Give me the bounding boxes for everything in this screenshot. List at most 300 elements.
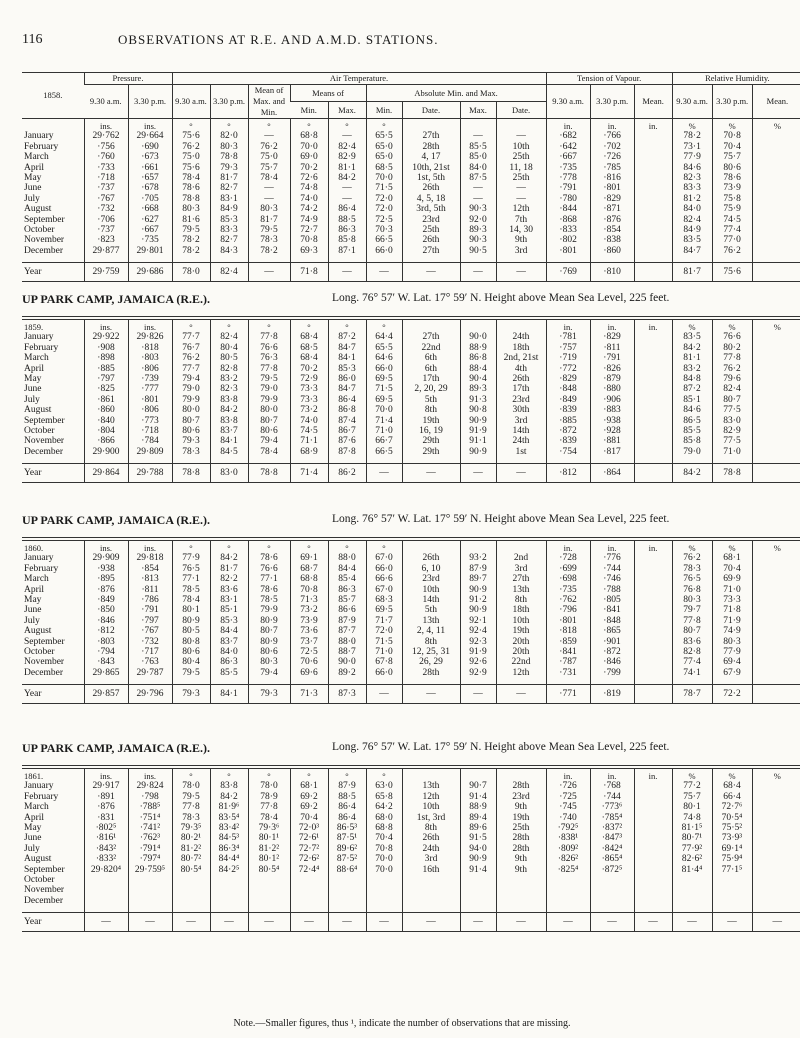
data-cell: 80·3 bbox=[712, 637, 752, 647]
data-cell bbox=[634, 605, 672, 615]
data-cell bbox=[460, 896, 496, 906]
means-min-header: Min. bbox=[290, 102, 328, 119]
data-cell bbox=[634, 657, 672, 667]
data-cell: 80·6 bbox=[248, 647, 290, 657]
unit-cell: ° bbox=[210, 769, 248, 782]
data-cell: 71·3 bbox=[290, 595, 328, 605]
data-cell: 77·1 bbox=[248, 574, 290, 584]
data-cell: 69·5 bbox=[366, 605, 402, 615]
data-cell: 90·8 bbox=[460, 405, 496, 415]
data-cell: 10th bbox=[402, 585, 460, 595]
data-cell: 80·3 bbox=[172, 204, 210, 214]
data-cell: 76·2 bbox=[712, 364, 752, 374]
table-row bbox=[22, 896, 800, 906]
year-summary-cell: — bbox=[496, 263, 546, 282]
data-cell: 88·5 bbox=[328, 792, 366, 802]
data-cell: 10th bbox=[496, 616, 546, 626]
data-cell: 71·4 bbox=[366, 416, 402, 426]
year-summary-cell: 29·857 bbox=[84, 685, 128, 704]
data-cell: 78·4 bbox=[172, 173, 210, 183]
data-cell: 84·6 bbox=[672, 405, 712, 415]
month-label: August bbox=[24, 626, 52, 637]
unit-cell: in. bbox=[590, 769, 634, 782]
data-cell: 84·1 bbox=[328, 353, 366, 363]
month-label: June bbox=[24, 833, 42, 844]
data-cell: 82·9 bbox=[328, 152, 366, 162]
year-summary-cell bbox=[752, 263, 800, 282]
data-cell: ·744 bbox=[590, 564, 634, 574]
table-row bbox=[22, 426, 800, 436]
unit-cell: ° bbox=[366, 320, 402, 333]
data-cell bbox=[210, 885, 248, 895]
data-cell: 68·3 bbox=[366, 595, 402, 605]
data-cell: 89·6² bbox=[328, 844, 366, 854]
data-cell: 71·0 bbox=[712, 585, 752, 595]
data-cell: 80·4 bbox=[172, 657, 210, 667]
data-cell: ·702 bbox=[590, 142, 634, 152]
data-cell: ·744 bbox=[590, 792, 634, 802]
data-cell: 80·6 bbox=[712, 163, 752, 173]
data-cell: 70·2 bbox=[290, 364, 328, 374]
data-cell bbox=[634, 781, 672, 791]
data-cell bbox=[634, 875, 672, 885]
data-cell: ·763 bbox=[128, 657, 172, 667]
data-cell: ·732 bbox=[84, 204, 128, 214]
data-cell: ·839 bbox=[546, 405, 590, 415]
month-label: April bbox=[24, 584, 45, 595]
data-cell bbox=[634, 574, 672, 584]
data-cell: 2, 4, 11 bbox=[402, 626, 460, 636]
unit-cell: ° bbox=[290, 320, 328, 333]
station-title bbox=[22, 292, 782, 310]
data-cell: 85·3 bbox=[210, 215, 248, 225]
data-cell: 86·3 bbox=[328, 585, 366, 595]
unit-cell: % bbox=[712, 119, 752, 132]
data-cell: ·733 bbox=[84, 163, 128, 173]
data-cell: 80·6 bbox=[172, 647, 210, 657]
unit-cell: % bbox=[672, 541, 712, 554]
data-cell bbox=[402, 896, 460, 906]
data-cell: 8th bbox=[402, 823, 460, 833]
data-cell: 12th bbox=[496, 204, 546, 214]
table-row bbox=[22, 574, 800, 584]
data-cell: 80·1¹ bbox=[248, 833, 290, 843]
data-cell: ·849 bbox=[84, 595, 128, 605]
data-cell: 72·6 bbox=[290, 173, 328, 183]
data-cell: 80·7 bbox=[172, 416, 210, 426]
table-row bbox=[22, 343, 800, 353]
data-cell: 70·8 bbox=[290, 585, 328, 595]
data-cell bbox=[634, 616, 672, 626]
observation-table-2 bbox=[22, 537, 800, 704]
data-cell: 75·7 bbox=[672, 792, 712, 802]
data-cell: 69·9 bbox=[712, 574, 752, 584]
data-cell: 84·1 bbox=[210, 436, 248, 446]
data-cell bbox=[712, 885, 752, 895]
month-label: October bbox=[24, 647, 55, 658]
data-cell: ·661 bbox=[128, 163, 172, 173]
year-summary-cell: 75·6 bbox=[712, 263, 752, 282]
data-cell: 3rd bbox=[402, 854, 460, 864]
data-cell bbox=[752, 235, 800, 245]
data-cell bbox=[752, 865, 800, 875]
data-cell: 75·6 bbox=[172, 131, 210, 141]
data-cell: ·801 bbox=[546, 616, 590, 626]
data-cell bbox=[752, 332, 800, 342]
year-summary-cell: ·771 bbox=[546, 685, 590, 704]
year-summary-cell: — bbox=[496, 685, 546, 704]
data-cell: ·880 bbox=[590, 384, 634, 394]
data-cell: 79·5 bbox=[248, 374, 290, 384]
data-cell: 64·2 bbox=[366, 802, 402, 812]
data-cell: 76·6 bbox=[712, 332, 752, 342]
data-cell: 80·3 bbox=[248, 657, 290, 667]
data-cell bbox=[172, 885, 210, 895]
data-cell: ·848 bbox=[546, 384, 590, 394]
data-cell: 80·3 bbox=[672, 595, 712, 605]
month-label: May bbox=[24, 595, 42, 606]
table-row bbox=[22, 616, 800, 626]
data-cell bbox=[634, 152, 672, 162]
year-summary-cell: — bbox=[402, 464, 460, 483]
data-cell bbox=[402, 885, 460, 895]
year-summary-cell: 86·2 bbox=[328, 464, 366, 483]
year-summary-cell: — bbox=[210, 913, 248, 932]
data-cell: ·717 bbox=[128, 647, 172, 657]
data-cell: 68·8 bbox=[290, 131, 328, 141]
unit-cell bbox=[496, 541, 546, 554]
data-cell: 78·3 bbox=[248, 235, 290, 245]
data-cell: 90·3 bbox=[460, 235, 496, 245]
unit-cell: ° bbox=[328, 320, 366, 333]
data-cell bbox=[752, 616, 800, 626]
year-label: 1859. bbox=[24, 322, 44, 333]
data-cell: ·719 bbox=[546, 353, 590, 363]
data-cell: ·898 bbox=[84, 353, 128, 363]
data-cell: 83·8 bbox=[210, 416, 248, 426]
data-cell bbox=[634, 173, 672, 183]
data-cell: ·756 bbox=[84, 142, 128, 152]
data-cell: 71·8 bbox=[712, 605, 752, 615]
unit-cell: ° bbox=[290, 119, 328, 132]
data-cell: — bbox=[496, 131, 546, 141]
data-cell: 82·7 bbox=[210, 235, 248, 245]
data-cell: 1st, 5th bbox=[402, 173, 460, 183]
data-cell: ·885 bbox=[546, 416, 590, 426]
table-row bbox=[22, 865, 800, 875]
year-summary-cell: — bbox=[84, 913, 128, 932]
data-cell bbox=[634, 865, 672, 875]
data-cell: 66·6 bbox=[366, 574, 402, 584]
year-summary-cell: 78·8 bbox=[248, 464, 290, 483]
data-cell: — bbox=[460, 183, 496, 193]
year-summary-row bbox=[22, 913, 800, 932]
data-cell: 72·4⁴ bbox=[290, 865, 328, 875]
data-cell: 84·4 bbox=[210, 626, 248, 636]
data-cell bbox=[752, 142, 800, 152]
data-cell: 76·5 bbox=[672, 574, 712, 584]
data-cell: 84·0 bbox=[210, 647, 248, 657]
station-location: Long. 76° 57′ W. Lat. 17° 59′ N. Height above Mean Sea Level, 225 feet. bbox=[332, 513, 670, 525]
data-cell: 14, 30 bbox=[496, 225, 546, 235]
month-label: December bbox=[24, 667, 64, 678]
data-cell: 74·2 bbox=[290, 204, 328, 214]
data-cell: ·731 bbox=[546, 668, 590, 678]
data-cell: 71·5 bbox=[366, 183, 402, 193]
data-cell: 80·4 bbox=[210, 343, 248, 353]
data-cell: 4th bbox=[496, 364, 546, 374]
data-cell bbox=[752, 384, 800, 394]
data-cell: 70·0 bbox=[366, 865, 402, 875]
data-cell: 87·6 bbox=[328, 436, 366, 446]
data-cell: 75·8 bbox=[712, 194, 752, 204]
data-cell: 16, 19 bbox=[402, 426, 460, 436]
unit-cell bbox=[402, 541, 460, 554]
unit-cell: in. bbox=[590, 320, 634, 333]
data-cell: ·778 bbox=[546, 173, 590, 183]
month-label: May bbox=[24, 173, 42, 184]
data-cell: 74·9 bbox=[290, 215, 328, 225]
data-cell bbox=[634, 374, 672, 384]
data-cell bbox=[172, 875, 210, 885]
data-cell: 91·9 bbox=[460, 426, 496, 436]
data-cell: ·826² bbox=[546, 854, 590, 864]
data-cell: ·938 bbox=[590, 416, 634, 426]
data-cell bbox=[752, 585, 800, 595]
unit-cell: ° bbox=[210, 320, 248, 333]
data-cell: ·739 bbox=[128, 374, 172, 384]
data-cell: 78·6 bbox=[248, 553, 290, 563]
data-cell: ·812 bbox=[84, 626, 128, 636]
data-cell: 83·3 bbox=[210, 225, 248, 235]
data-cell bbox=[248, 885, 290, 895]
data-cell bbox=[634, 854, 672, 864]
data-cell: 67·0 bbox=[366, 553, 402, 563]
data-cell: 26th bbox=[496, 374, 546, 384]
data-cell bbox=[752, 553, 800, 563]
data-cell: 88·4 bbox=[460, 364, 496, 374]
data-cell: ·846 bbox=[84, 616, 128, 626]
data-cell: 73·9 bbox=[290, 616, 328, 626]
tension-mean-header: Mean. bbox=[634, 85, 672, 119]
unit-cell bbox=[460, 541, 496, 554]
data-cell: ·825⁴ bbox=[546, 865, 590, 875]
year-summary-cell: — bbox=[672, 913, 712, 932]
data-cell: 83·8 bbox=[210, 395, 248, 405]
data-cell: 70·0 bbox=[366, 173, 402, 183]
data-cell: 89·7 bbox=[460, 574, 496, 584]
table-row bbox=[22, 844, 800, 854]
data-cell: 78·0 bbox=[172, 781, 210, 791]
data-cell bbox=[752, 574, 800, 584]
data-cell: 28th bbox=[496, 781, 546, 791]
data-cell: 91·5 bbox=[460, 833, 496, 843]
table-row bbox=[22, 235, 800, 245]
humidity-pm-header: 3.30 p.m. bbox=[712, 85, 752, 119]
data-cell: 94·0 bbox=[460, 844, 496, 854]
data-cell: ·818 bbox=[546, 626, 590, 636]
data-cell: 76·2 bbox=[248, 142, 290, 152]
year-summary-cell: 29·788 bbox=[128, 464, 172, 483]
data-cell: ·908 bbox=[84, 343, 128, 353]
month-label: October bbox=[24, 225, 55, 236]
data-cell: 71·7 bbox=[366, 616, 402, 626]
data-cell bbox=[752, 854, 800, 864]
year-summary-cell: — bbox=[590, 913, 634, 932]
year-summary-cell: 83·0 bbox=[210, 464, 248, 483]
data-cell bbox=[634, 585, 672, 595]
data-cell: 20th bbox=[496, 637, 546, 647]
data-cell: 84·3 bbox=[210, 246, 248, 256]
air-temperature-header: Air Temperature. bbox=[172, 73, 546, 85]
data-cell: ·725 bbox=[546, 792, 590, 802]
data-cell: 93·2 bbox=[460, 553, 496, 563]
data-cell: 3rd bbox=[496, 564, 546, 574]
data-cell: 82·0 bbox=[210, 131, 248, 141]
data-cell: 74·8 bbox=[290, 183, 328, 193]
data-cell: 82·4 bbox=[672, 215, 712, 225]
unit-cell: ins. bbox=[84, 320, 128, 333]
data-cell: — bbox=[328, 131, 366, 141]
data-cell: 70·8 bbox=[366, 844, 402, 854]
data-cell: ·627 bbox=[128, 215, 172, 225]
unit-cell: in. bbox=[546, 119, 590, 132]
data-cell bbox=[634, 885, 672, 895]
data-cell: 79·9 bbox=[248, 605, 290, 615]
data-cell: 79·4 bbox=[248, 668, 290, 678]
data-cell: 82·8 bbox=[210, 364, 248, 374]
unit-cell bbox=[460, 119, 496, 132]
station-location: Long. 76° 57′ W. Lat. 17° 59′ N. Height above Mean Sea Level, 225 feet. bbox=[332, 292, 670, 304]
data-cell: 23rd bbox=[402, 215, 460, 225]
data-cell: ·872⁵ bbox=[590, 865, 634, 875]
data-cell: 82·6² bbox=[672, 854, 712, 864]
data-cell: 29·917 bbox=[84, 781, 128, 791]
data-cell bbox=[634, 364, 672, 374]
data-cell: 83·7 bbox=[210, 637, 248, 647]
data-cell: 84·7 bbox=[328, 384, 366, 394]
data-cell: 74·5 bbox=[712, 215, 752, 225]
data-cell bbox=[634, 833, 672, 843]
data-cell: ·791 bbox=[128, 605, 172, 615]
data-cell: 78·2 bbox=[172, 246, 210, 256]
data-cell: 29·818 bbox=[128, 553, 172, 563]
year-summary-cell: 81·7 bbox=[672, 263, 712, 282]
data-cell: 75·5² bbox=[712, 823, 752, 833]
month-label: August bbox=[24, 854, 52, 865]
year-summary-cell: — bbox=[128, 913, 172, 932]
unit-cell: ° bbox=[366, 769, 402, 782]
table-row bbox=[22, 364, 800, 374]
data-cell bbox=[634, 896, 672, 906]
data-cell: ·847³ bbox=[590, 833, 634, 843]
data-cell: 80·9 bbox=[172, 616, 210, 626]
data-cell: 68·8 bbox=[290, 574, 328, 584]
year-summary-cell: — bbox=[290, 913, 328, 932]
observation-table-1 bbox=[22, 316, 800, 483]
data-cell: 84·2 bbox=[672, 343, 712, 353]
data-cell: 77·8 bbox=[172, 802, 210, 812]
year-summary-cell: 29·796 bbox=[128, 685, 172, 704]
data-cell: ·876 bbox=[84, 802, 128, 812]
data-cell: ·706 bbox=[84, 215, 128, 225]
data-cell: 76·2 bbox=[172, 142, 210, 152]
unit-cell: % bbox=[712, 541, 752, 554]
data-cell: 22nd bbox=[402, 343, 460, 353]
data-cell: 84·6 bbox=[672, 163, 712, 173]
data-cell: 81·2² bbox=[172, 844, 210, 854]
unit-cell: % bbox=[712, 769, 752, 782]
year-summary-cell bbox=[634, 263, 672, 282]
data-cell bbox=[634, 215, 672, 225]
year-summary-cell: — bbox=[496, 464, 546, 483]
data-cell: ·901 bbox=[590, 637, 634, 647]
table-row bbox=[22, 215, 800, 225]
data-cell: 6th bbox=[402, 364, 460, 374]
data-cell: 86·7 bbox=[328, 426, 366, 436]
data-cell: ·732 bbox=[128, 637, 172, 647]
data-cell: 84·0 bbox=[460, 163, 496, 173]
month-label: March bbox=[24, 152, 49, 163]
data-cell: ·811 bbox=[590, 343, 634, 353]
data-cell: 29·826 bbox=[128, 332, 172, 342]
unit-cell: in. bbox=[634, 119, 672, 132]
data-cell: 66·4 bbox=[712, 792, 752, 802]
data-cell: 80·3 bbox=[248, 204, 290, 214]
data-cell bbox=[752, 436, 800, 446]
data-cell: 63·0 bbox=[366, 781, 402, 791]
data-cell: 80·7¹ bbox=[672, 833, 712, 843]
data-cell: 68·9 bbox=[290, 447, 328, 457]
data-cell: ·801 bbox=[546, 246, 590, 256]
data-cell: 86·3 bbox=[328, 225, 366, 235]
footnote: Note.—Smaller figures, thus ¹, indicate the number of observations that are missing. bbox=[233, 1018, 571, 1029]
data-cell: 85·1 bbox=[210, 605, 248, 615]
year-summary-cell: 72·2 bbox=[712, 685, 752, 704]
table-row bbox=[22, 647, 800, 657]
year-summary-row bbox=[22, 685, 800, 704]
data-cell: ·872 bbox=[546, 426, 590, 436]
data-cell: 2, 20, 29 bbox=[402, 384, 460, 394]
data-cell bbox=[752, 668, 800, 678]
month-label: June bbox=[24, 384, 42, 395]
data-cell: ·757 bbox=[546, 343, 590, 353]
data-cell bbox=[634, 204, 672, 214]
data-cell: 64·6 bbox=[366, 353, 402, 363]
data-cell: 85·3 bbox=[328, 364, 366, 374]
month-label: June bbox=[24, 183, 42, 194]
data-cell bbox=[634, 802, 672, 812]
data-cell: 90·9 bbox=[460, 585, 496, 595]
month-label: April bbox=[24, 363, 45, 374]
data-cell: 66·7 bbox=[366, 436, 402, 446]
data-cell: 19th bbox=[496, 626, 546, 636]
data-cell: 78·4 bbox=[248, 173, 290, 183]
month-label: December bbox=[24, 446, 64, 457]
data-cell: 80·7 bbox=[712, 395, 752, 405]
data-cell: ·803 bbox=[128, 353, 172, 363]
data-cell: 79·7 bbox=[672, 605, 712, 615]
data-cell bbox=[752, 605, 800, 615]
data-cell: 87·8 bbox=[328, 447, 366, 457]
data-cell: ·726 bbox=[546, 781, 590, 791]
data-cell: 70·3 bbox=[366, 225, 402, 235]
year-summary-cell: 78·8 bbox=[172, 464, 210, 483]
table-row bbox=[22, 183, 800, 193]
data-cell: 72·5 bbox=[366, 215, 402, 225]
data-cell bbox=[290, 896, 328, 906]
data-cell: ·876 bbox=[590, 215, 634, 225]
